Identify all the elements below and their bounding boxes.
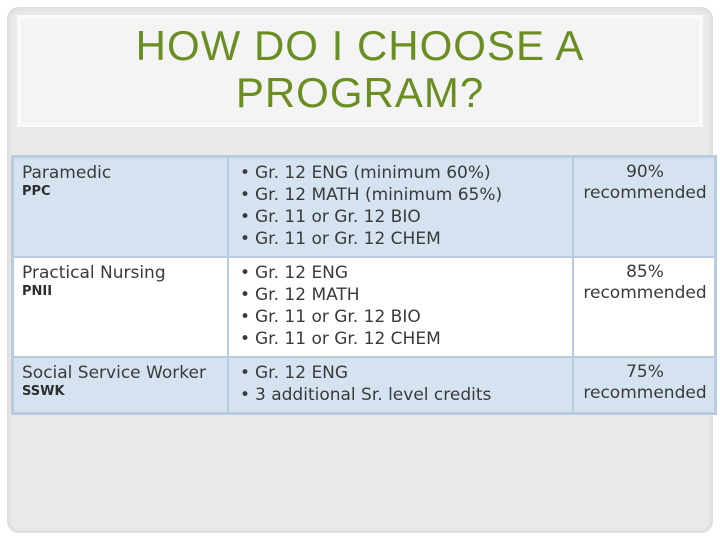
table-row [13,357,715,413]
program-name: Social Service Worker [22,363,206,383]
requirements-list [237,162,566,250]
requirement-item: • Gr. 12 MATH (minimum 65%) [237,184,566,206]
requirement-item: • 3 additional Sr. level credits [237,384,566,406]
recommended-percent: 75% [626,362,664,382]
title-line-1: HOW DO I CHOOSE A [135,22,585,69]
requirement-item: • Gr. 11 or Gr. 12 BIO [237,306,566,328]
program-table [12,156,716,414]
requirement-item: • Gr. 12 MATH [237,284,566,306]
recommended-cell [573,157,715,257]
recommended-label: recommended [583,383,707,403]
program-code: PPC [22,184,51,199]
recommended-percent: 85% [626,262,664,282]
program-name: Paramedic [22,163,112,183]
requirements-list [237,362,566,406]
requirements-list [237,262,566,350]
program-code: SSWK [22,384,65,399]
slide-title [17,22,703,116]
recommended-label: recommended [583,183,707,203]
recommended-label: recommended [583,283,707,303]
requirement-item: • Gr. 11 or Gr. 12 CHEM [237,328,566,350]
requirements-cell [228,257,573,357]
recommended-percent: 90% [626,162,664,182]
program-code: PNII [22,284,53,299]
requirement-item: • Gr. 12 ENG (minimum 60%) [237,162,566,184]
table-row [13,257,715,357]
recommended-cell [573,257,715,357]
requirements-cell [228,157,573,257]
program-cell [13,357,228,413]
title-line-2: PROGRAM? [235,69,485,116]
requirement-item: • Gr. 11 or Gr. 12 BIO [237,206,566,228]
recommended-cell [573,357,715,413]
program-cell [13,257,228,357]
requirement-item: • Gr. 12 ENG [237,262,566,284]
requirement-item: • Gr. 11 or Gr. 12 CHEM [237,228,566,250]
requirements-cell [228,357,573,413]
program-name: Practical Nursing [22,263,166,283]
program-cell [13,157,228,257]
table-row [13,157,715,257]
requirement-item: • Gr. 12 ENG [237,362,566,384]
